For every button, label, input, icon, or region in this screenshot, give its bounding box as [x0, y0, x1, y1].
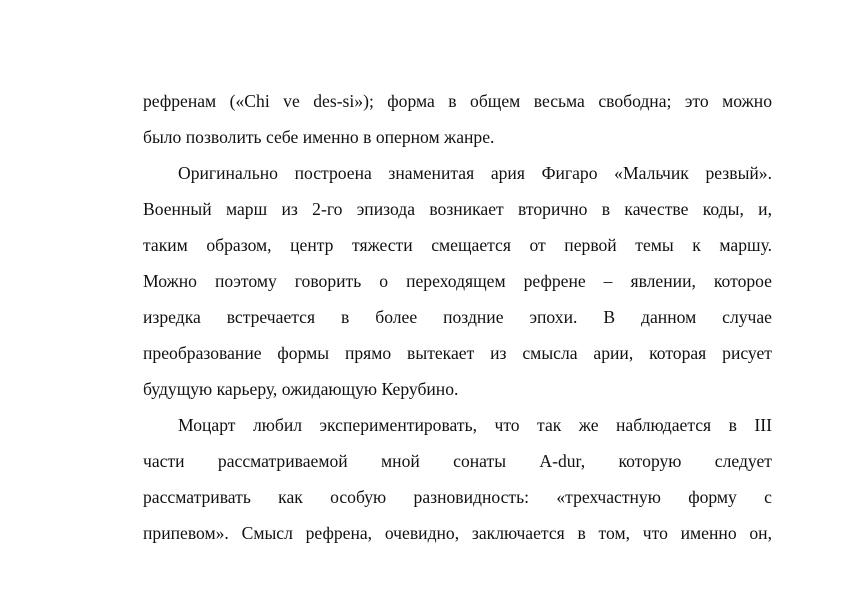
text-line: Военный марш из 2-го эпизода возникает вторично в качестве коды, и,	[143, 199, 772, 219]
text-line: Оригинально построена знаменитая ария Фигаро «Мальчик резвый».	[178, 163, 772, 183]
text-line: Моцарт любил экспериментировать, что так же наблюдается в III	[178, 415, 772, 435]
text-line: рассматривать как особую разновидность: «трехчастную форму с	[143, 487, 772, 507]
text-line: припевом». Смысл рефрена, очевидно, заключается в том, что именно он,	[143, 523, 772, 543]
text-line: части рассматриваемой мной сонаты A-dur, которую следует	[143, 451, 772, 471]
text-line: было позволить себе именно в оперном жанре.	[143, 127, 495, 147]
body-text	[143, 83, 772, 551]
text-line: рефренам («Chi ve des-si»); форма в общем весьма свободна; это можно	[143, 91, 772, 111]
text-line: изредка встречается в более поздние эпохи. В данном случае	[143, 307, 772, 327]
text-line: преобразование формы прямо вытекает из смысла арии, которая рисует	[143, 343, 772, 363]
text-line: Можно поэтому говорить о переходящем рефрене – явлении, которое	[143, 271, 772, 291]
text-line: будущую карьеру, ожидающую Керубино.	[143, 379, 459, 399]
text-line: таким образом, центр тяжести смещается от первой темы к маршу.	[143, 235, 772, 255]
